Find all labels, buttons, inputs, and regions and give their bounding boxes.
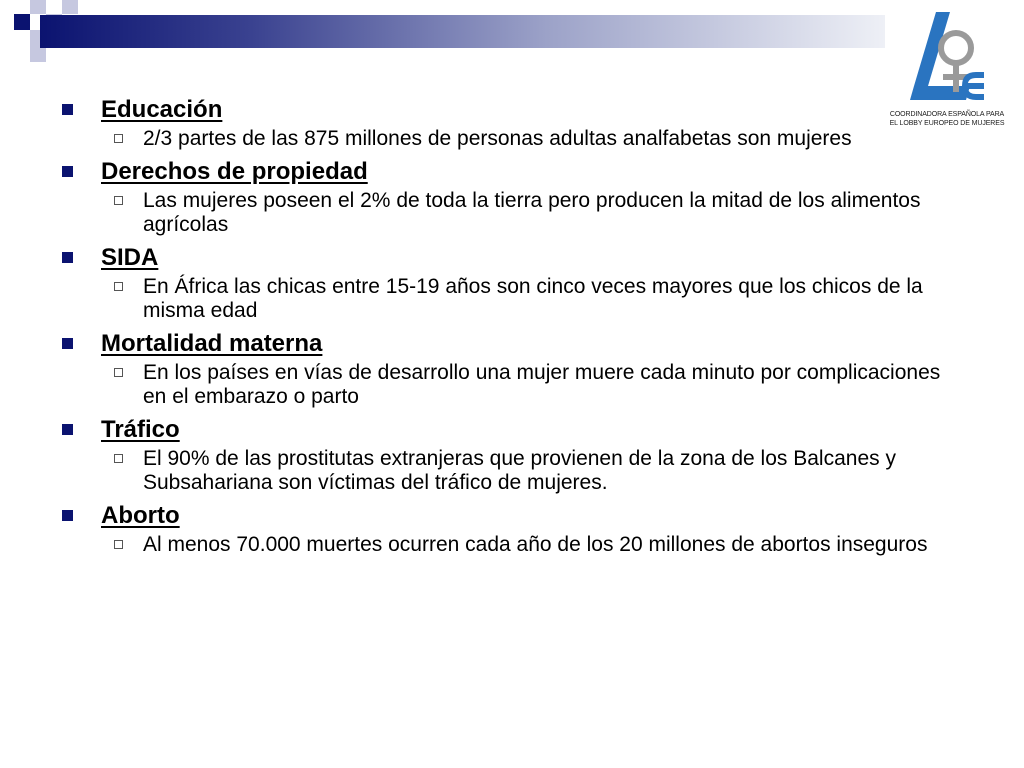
logo-caption-line: EL LOBBY EUROPEO DE MUJERES bbox=[889, 120, 1005, 127]
section-heading: Aborto bbox=[101, 502, 180, 529]
square-bullet-icon bbox=[62, 338, 73, 349]
section-heading: Educación bbox=[101, 96, 223, 123]
square-bullet-icon bbox=[62, 424, 73, 435]
decor-square bbox=[30, 0, 46, 14]
bullet-list bbox=[62, 95, 962, 563]
header-gradient-bar bbox=[40, 15, 885, 48]
hollow-square-bullet-icon bbox=[114, 540, 123, 549]
section-detail: En África las chicas entre 15-19 años son cinco veces mayores que los chicos de la misma edad bbox=[143, 275, 923, 322]
hollow-square-bullet-icon bbox=[114, 196, 123, 205]
square-bullet-icon bbox=[62, 104, 73, 115]
list-item bbox=[62, 415, 962, 495]
section-heading: Tráfico bbox=[101, 416, 180, 443]
section-detail: En los países en vías de desarrollo una mujer muere cada minuto por complicaciones en el embarazo o parto bbox=[143, 361, 941, 408]
square-bullet-icon bbox=[62, 166, 73, 177]
section-heading: SIDA bbox=[101, 244, 159, 271]
hollow-square-bullet-icon bbox=[114, 454, 123, 463]
decor-square bbox=[62, 0, 78, 14]
list-item bbox=[62, 95, 962, 151]
hollow-square-bullet-icon bbox=[114, 134, 123, 143]
section-heading: Mortalidad materna bbox=[101, 330, 323, 357]
decor-square bbox=[30, 46, 46, 62]
logo-mark-icon bbox=[898, 8, 998, 108]
logo-caption-line: COORDINADORA ESPAÑOLA PARA bbox=[889, 111, 1005, 118]
square-bullet-icon bbox=[62, 252, 73, 263]
hollow-square-bullet-icon bbox=[114, 368, 123, 377]
square-bullet-icon bbox=[62, 510, 73, 521]
list-item bbox=[62, 157, 962, 237]
decor-square bbox=[14, 14, 30, 30]
section-detail: El 90% de las prostitutas extranjeras que provienen de la zona de los Balcanes y Subsahariana son víctimas del tráfico de mujeres. bbox=[143, 447, 896, 494]
section-detail: Al menos 70.000 muertes ocurren cada año de los 20 millones de abortos inseguros bbox=[143, 533, 928, 556]
section-detail: 2/3 partes de las 875 millones de personas adultas analfabetas son mujeres bbox=[143, 127, 852, 150]
list-item bbox=[62, 243, 962, 323]
section-heading: Derechos de propiedad bbox=[101, 158, 368, 185]
hollow-square-bullet-icon bbox=[114, 282, 123, 291]
list-item bbox=[62, 501, 962, 557]
list-item bbox=[62, 329, 962, 409]
section-detail: Las mujeres poseen el 2% de toda la tierra pero producen la mitad de los alimentos agrícolas bbox=[143, 189, 921, 236]
